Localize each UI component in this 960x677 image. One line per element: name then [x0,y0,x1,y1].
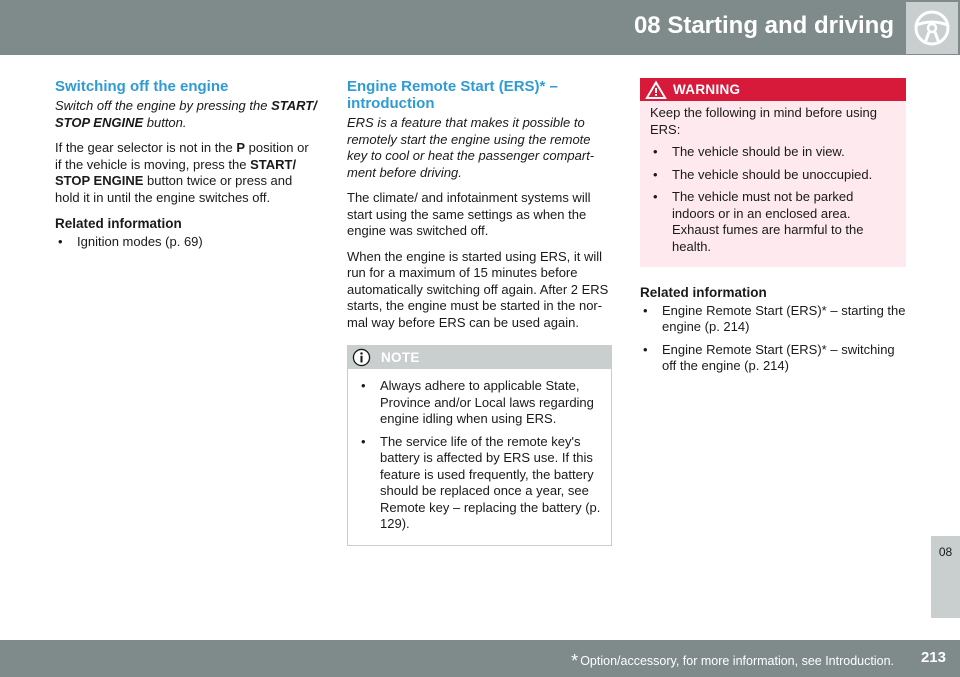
related-link[interactable]: • Ignition modes (p. 69) [55,234,317,251]
section-intro: Switch off the engine by pressing the START/ STOP ENGINE button. [55,98,317,130]
steering-wheel-icon [912,8,952,48]
section-body: If the gear selector is not in the P position or if the vehicle is moving, press the START/ STOP ENGINE button twice or press and hold it in until the engine switches off. [55,140,309,205]
note-body [348,369,611,545]
section-paragraph: The climate/ and infotainment systems will start using the same settings as when the engine was switched off. [347,190,591,238]
chapter-title: 08 Starting and driving [633,12,894,39]
section-heading: Engine Remote Start (ERS)* – introduction [347,78,558,112]
warning-header [640,78,906,101]
related-heading: Related information [55,216,182,231]
warning-box [640,78,906,267]
section-intro: ERS is a feature that makes it possible to remotely start the engine using the remote key to cool or heat the passenger compart- ment before driving. [347,115,595,180]
note-header [348,346,611,369]
related-heading: Related information [640,285,767,300]
note-item: • The service life of the remote key's battery is affected by ERS use. If this feature is used frequently, the battery should be replaced once a year, see Remote key – replacing the battery (p. 129). [358,434,601,533]
column-ers-intro [347,78,612,546]
chapter-side-tab [931,536,960,618]
info-icon [352,348,371,367]
warning-item: • The vehicle should be in view. [650,144,896,161]
asterisk: * [571,651,579,671]
page-number: 213 [920,649,946,666]
warning-triangle-icon [645,80,667,100]
chapter-side-label: 08 [938,545,953,559]
related-list [640,303,906,375]
warning-label: WARNING [673,82,741,97]
warning-body [640,101,906,267]
section-heading: Switching off the engine [55,78,229,95]
chapter-icon-box [906,2,958,54]
note-box [347,345,612,546]
warning-item: • The vehicle should be unoccupied. [650,167,896,184]
warning-intro: Keep the following in mind before using ERS: [650,105,877,137]
column-warning [640,78,906,381]
footer-note: * Option/accessory, for more information, see Introduction. [571,651,894,671]
note-label: NOTE [381,350,420,365]
related-list [55,234,317,251]
note-list [358,378,601,533]
column-switching-off [55,78,317,256]
note-item: • Always adhere to applicable State, Province and/or Local laws regarding engine idling when using ERS. [358,378,601,428]
related-link[interactable]: • Engine Remote Start (ERS)* – switching off the engine (p. 214) [640,342,906,375]
related-link[interactable]: • Engine Remote Start (ERS)* – starting the engine (p. 214) [640,303,906,336]
warning-list [650,144,896,255]
warning-item: • The vehicle must not be parked indoors or in an enclosed area. Exhaust fumes are harmful to the health. [650,189,896,255]
page-footer [0,640,960,677]
section-paragraph: When the engine is started using ERS, it will run for a maximum of 15 minutes before automatically switching off again. After 2 ERS starts, the engine must be started in the nor- mal way before ERS can be used again. [347,248,609,330]
chapter-header [0,0,960,55]
